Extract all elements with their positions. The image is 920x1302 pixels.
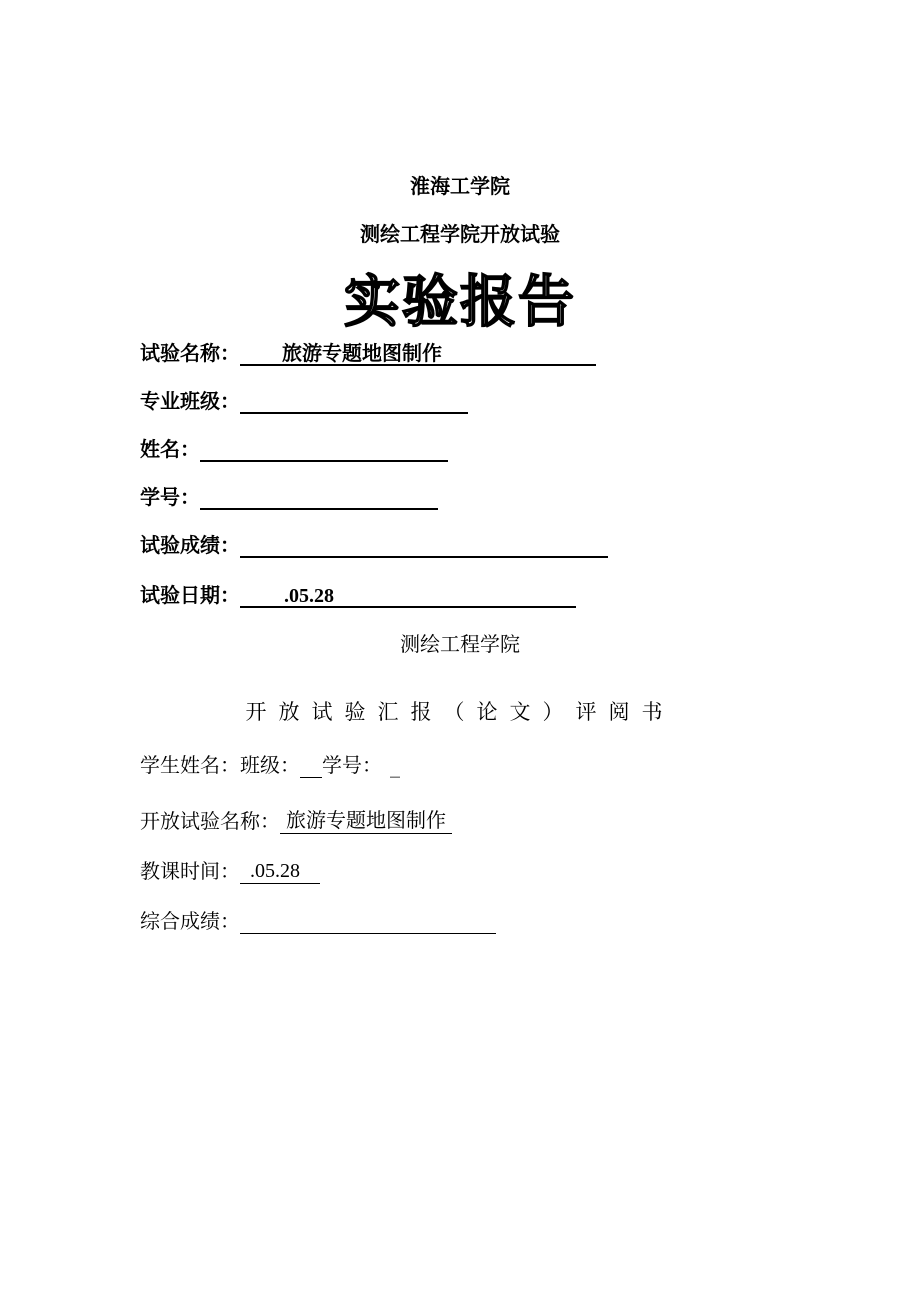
field-value-class[interactable] (240, 388, 468, 414)
field-value-score[interactable] (240, 532, 608, 558)
field-value-student-id[interactable] (200, 484, 438, 510)
total-score-label: 综合成绩： (140, 909, 240, 933)
field-label: 专业班级： (140, 389, 240, 413)
student-id-value: _ (390, 754, 400, 778)
field-student-id (140, 482, 438, 510)
teaching-time-label: 教课时间： (140, 859, 240, 883)
field-label: 姓名： (140, 437, 200, 461)
report-subtitle: 测绘工程学院开放试验 (360, 222, 560, 246)
review-student-line (140, 750, 400, 778)
teaching-time-value[interactable]: .05.28 (240, 859, 320, 884)
field-score (140, 530, 608, 558)
review-teaching-time (140, 856, 320, 884)
university-name: 淮海工学院 (410, 174, 510, 198)
field-label: 试验成绩： (140, 533, 240, 557)
total-score-blank[interactable] (240, 909, 496, 934)
review-college: 测绘工程学院 (400, 632, 520, 656)
field-label: 试验名称： (140, 341, 240, 365)
field-label: 学号： (140, 485, 200, 509)
review-experiment-name (140, 806, 452, 834)
field-experiment-name (140, 338, 596, 366)
class-label: 班级： (240, 753, 300, 777)
experiment-name-label: 开放试验名称： (140, 809, 280, 833)
report-title: 实验报告 (344, 269, 576, 335)
field-value-date[interactable]: .05.28 (240, 584, 576, 608)
field-value-experiment-name[interactable]: 旅游专题地图制作 (240, 342, 596, 366)
experiment-name-value[interactable]: 旅游专题地图制作 (280, 809, 452, 834)
review-title: 开放试验汇报（论文）评阅书 (245, 700, 675, 724)
field-label: 试验日期： (140, 583, 240, 607)
student-name-label: 学生姓名： (140, 753, 240, 777)
review-total-score (140, 906, 496, 934)
field-name (140, 434, 448, 462)
field-class (140, 386, 468, 414)
class-blank[interactable] (300, 753, 322, 778)
field-value-name[interactable] (200, 436, 448, 462)
student-id-label: 学号： (322, 753, 382, 777)
field-date (140, 580, 576, 608)
